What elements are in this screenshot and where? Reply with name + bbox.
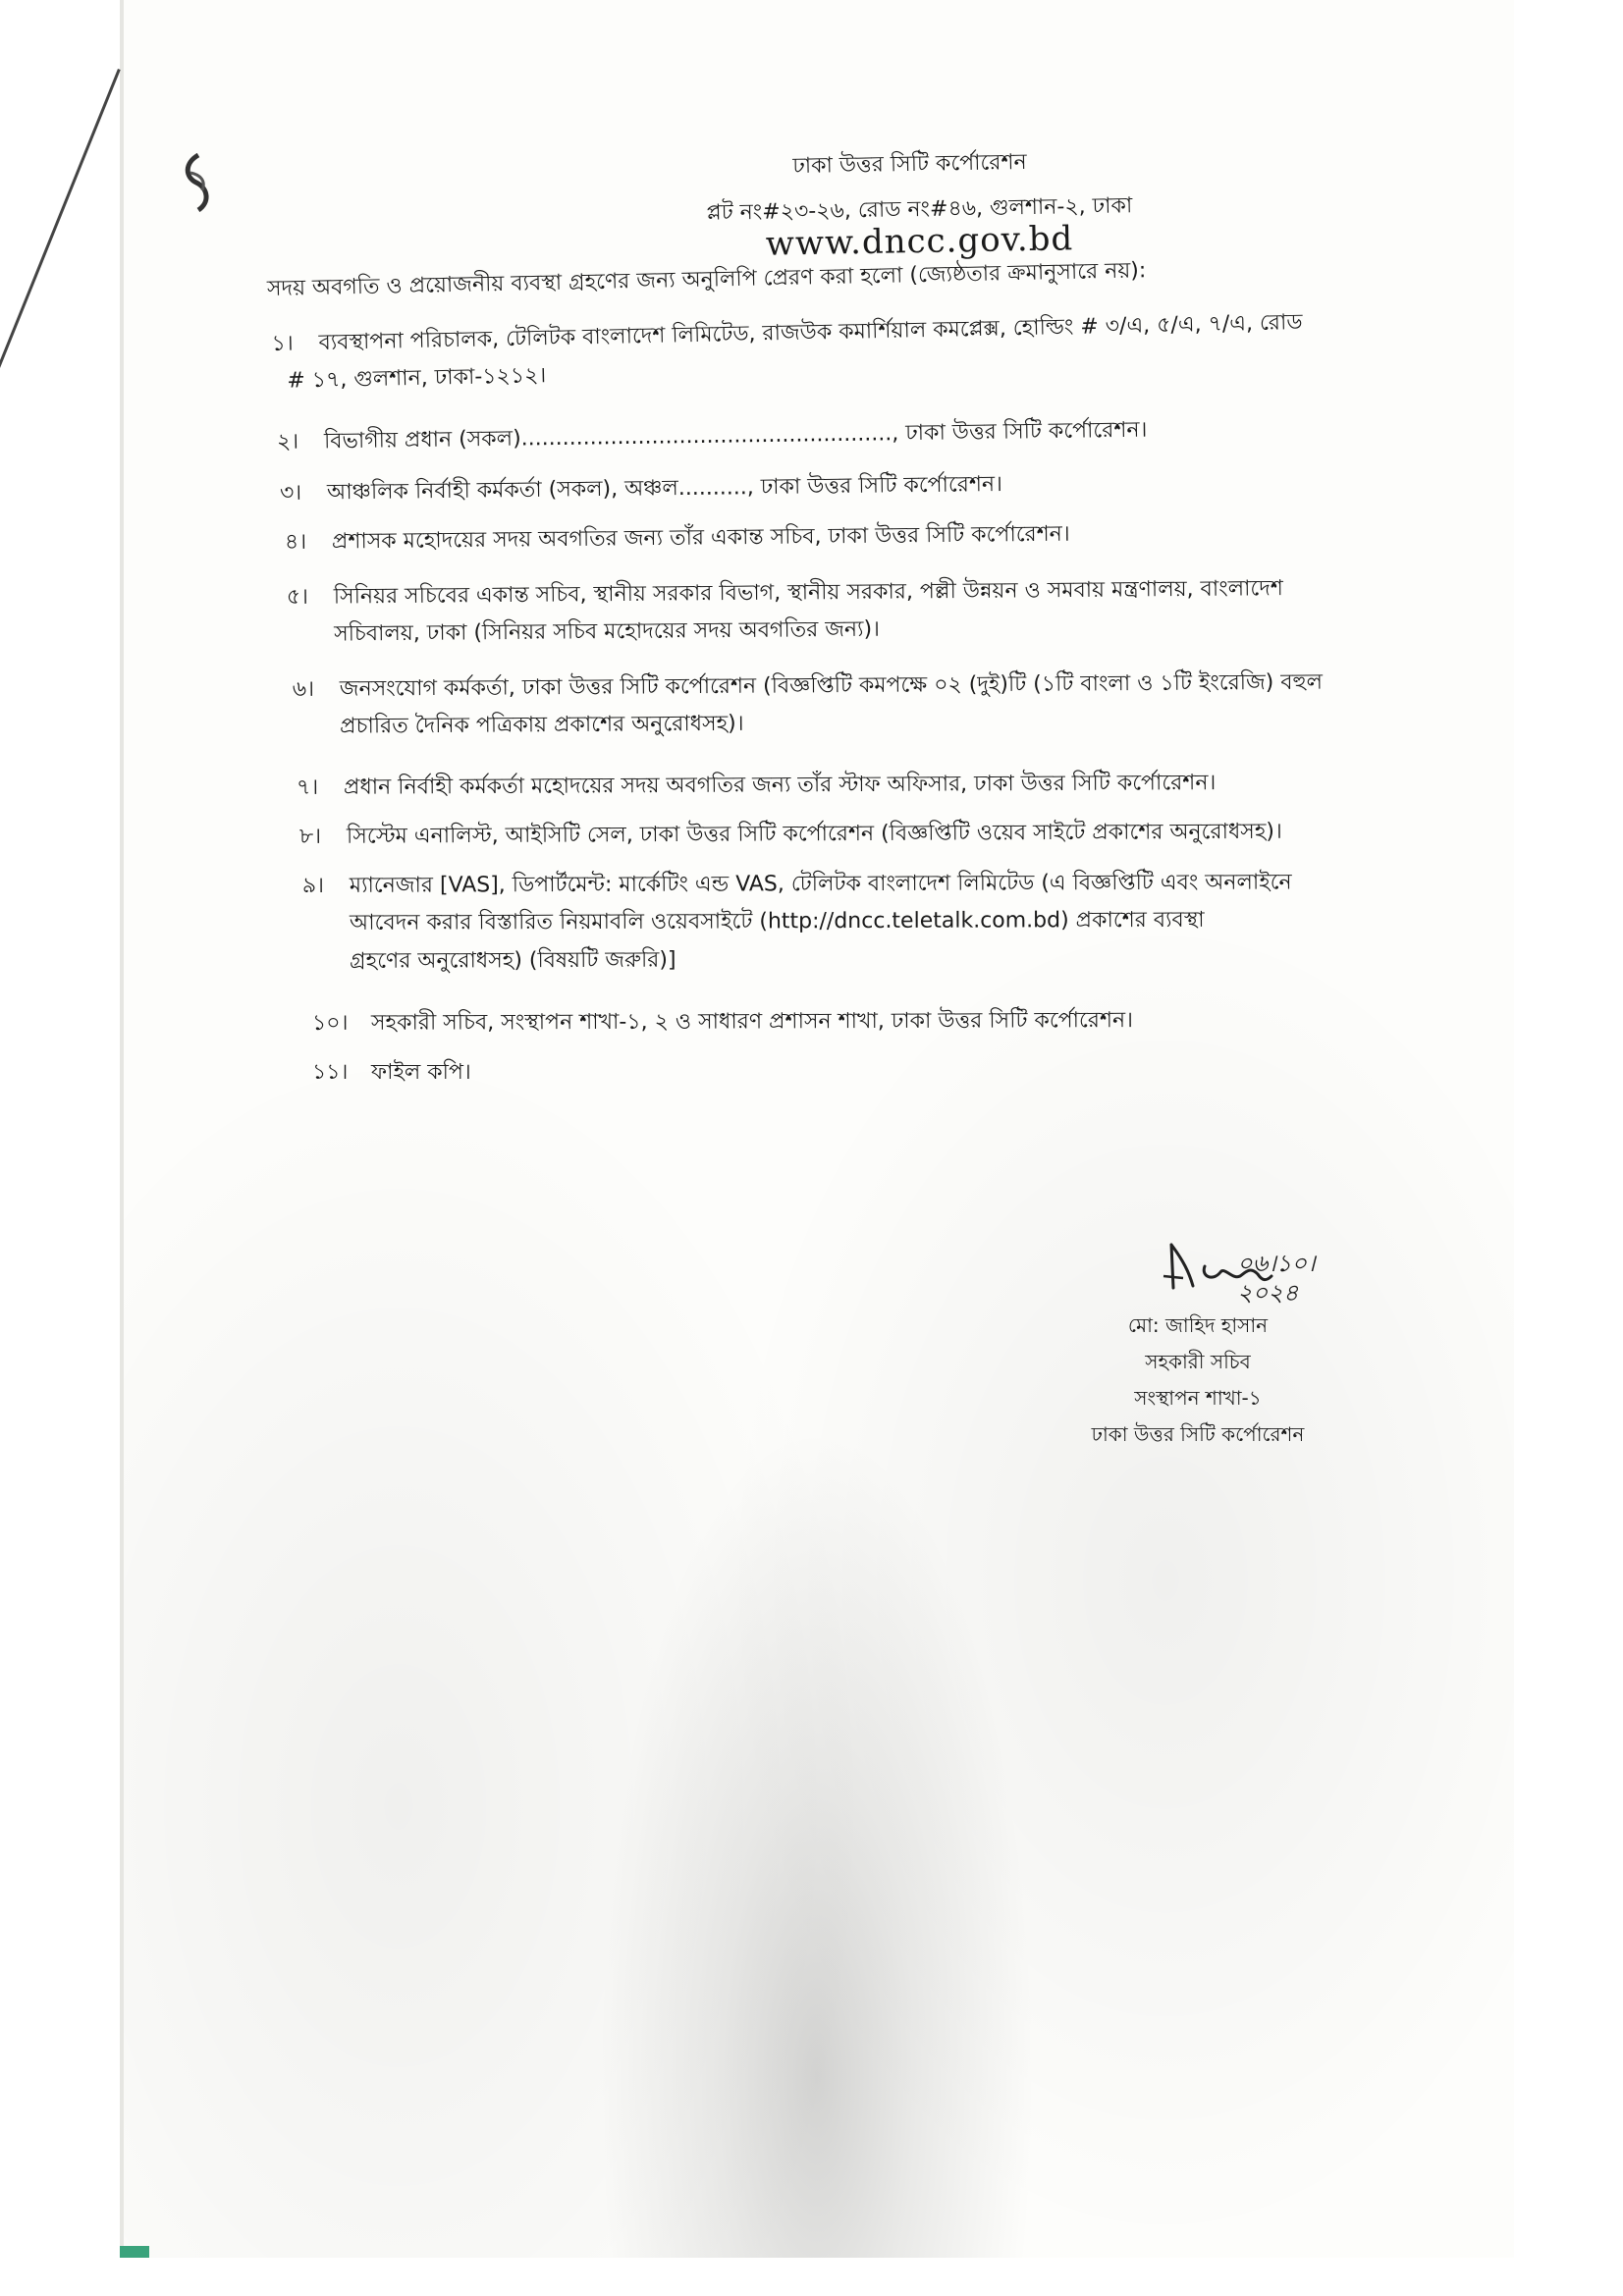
item-text-cont: আবেদন করার বিস্তারিত নিয়মাবলি ওয়েবসাইটে (http://dncc.teletalk.com.bd) প্রকাশের ব্যবস্থা [349,908,1205,936]
item-text: ফাইল কপি। [371,1060,471,1085]
signature-date: ০৬।১০।২০২৪ [1237,1250,1316,1307]
item-number: ৭। [296,774,319,800]
item-text-cont: সচিবালয়, ঢাকা (সিনিয়র সচিব মহোদয়ের সদয় অবগতির জন্য)। [334,617,881,647]
org-name: ঢাকা উত্তর সিটি কর্পোরেশন [792,149,1027,180]
item-text: সহকারী সচিব, সংস্থাপন শাখা-১, ২ ও সাধারণ প্রশাসন শাখা, ঢাকা উত্তর সিটি কর্পোরেশন। [370,1008,1134,1036]
item-text-cont: প্রচারিত দৈনিক পত্রিকায় প্রকাশের অনুরোধসহ)। [340,712,744,740]
item-text: জনসংযোগ কর্মকর্তা, ঢাকা উত্তর সিটি কর্পোরেশন (বিজ্ঞপ্তিটি কমপক্ষে ০২ (দুই)টি (১টি বাংলা ও ১টি ইংরেজি) বহুল [339,669,1324,702]
list-item [293,670,1324,741]
signatory-org: ঢাকা উত্তর সিটি কর্পোরেশন [1091,1422,1305,1446]
item-number: ৮। [298,824,322,849]
item-text: প্রধান নির্বাহী কর্মকর্তা মহোদয়ের সদয় অবগতির জন্য তাঁর স্টাফ অফিসার, ঢাকা উত্তর সিটি কর্পোরেশন। [343,771,1217,800]
item-number: ১১। [312,1060,349,1085]
item-text: সিস্টেম এনালিস্ট, আইসিটি সেল, ঢাকা উত্তর সিটি কর্পোরেশন (বিজ্ঞপ্তিটি ওয়েব সাইটে প্রকাশের অনুরোধসহ)। [346,819,1282,849]
item-text: সিনিয়র সচিবের একান্ত সচিব, স্থানীয় সরকার বিভাগ, স্থানীয় সরকার, পল্লী উন্নয়ন ও সমবায় মন্ত্রণালয়, বাংলাদেশ [333,576,1283,610]
page-edge-mark [120,2246,149,2258]
item-text-cont: গ্রহণের অনুরোধসহ) (বিষয়টি জরুরি)] [350,947,676,974]
intro-text: সদয় অবগতি ও প্রয়োজনীয় ব্যবস্থা গ্রহণের জন্য অনুলিপি প্রেরণ করা হলো (জ্যেষ্ঠতার ক্রমানুসারে নয়): [266,258,1147,301]
item-number: ১০। [311,1010,349,1036]
list-item [312,1008,1133,1037]
binding-string [0,69,121,415]
item-text: ম্যানেজার [VAS], ডিপার্টমেন্ট: মার্কেটিং এন্ড VAS, টেলিটক বাংলাদেশ লিমিটেড (এ বিজ্ঞপ্তিটি এবং অনলাইনে [349,870,1292,898]
signatory-name: মো: জাহিদ হাসান [1127,1313,1269,1337]
signature-block [1041,1247,1355,1453]
signatory-designation: সহকারী সচিব [1145,1350,1251,1373]
item-text: বিভাগীয় প্রধান (সকল)......................................................, ঢাকা উত্তর সিটি কর্পোরেশন। [323,417,1148,454]
item-number: ১। [271,331,294,357]
org-website: www.dncc.gov.bd [765,219,1074,264]
item-text: প্রশাসক মহোদয়ের সদয় অবগতির জন্য তাঁর একান্ত সচিব, ঢাকা উত্তর সিটি কর্পোরেশন। [331,521,1070,555]
item-number: ৬। [292,676,315,703]
signatory-section: সংস্থাপন শাখা-১ [1134,1386,1262,1410]
item-text-cont: # ১৭, গুলশান, ঢাকা-১২১২। [287,363,547,395]
item-number: ৫। [286,584,309,611]
item-number: ৪। [284,529,307,555]
item-text: ব্যবস্থাপনা পরিচালক, টেলিটক বাংলাদেশ লিমিটেড, রাজউক কমার্শিয়াল কমপ্লেক্স, হোল্ডিং # ৩/এ, ৫/এ, ৭/এ, রোড [318,310,1303,355]
list-item [312,1060,471,1086]
page-left-border [120,0,124,2258]
list-item [297,771,1216,801]
item-text: আঞ্চলিক নির্বাহী কর্মকর্তা (সকল), অঞ্চল.........., ঢাকা উত্তর সিটি কর্পোরেশন। [326,472,1003,506]
item-number: ৯। [301,873,325,899]
list-item [299,820,1282,851]
item-number: ৩। [279,480,302,506]
org-address: প্লট নং#২৩-২৬, রোড নং#৪৬, গুলশান-২, ঢাকা [706,193,1133,226]
item-number: ২। [276,429,299,454]
list-item [302,870,1292,975]
list-item [287,576,1284,649]
